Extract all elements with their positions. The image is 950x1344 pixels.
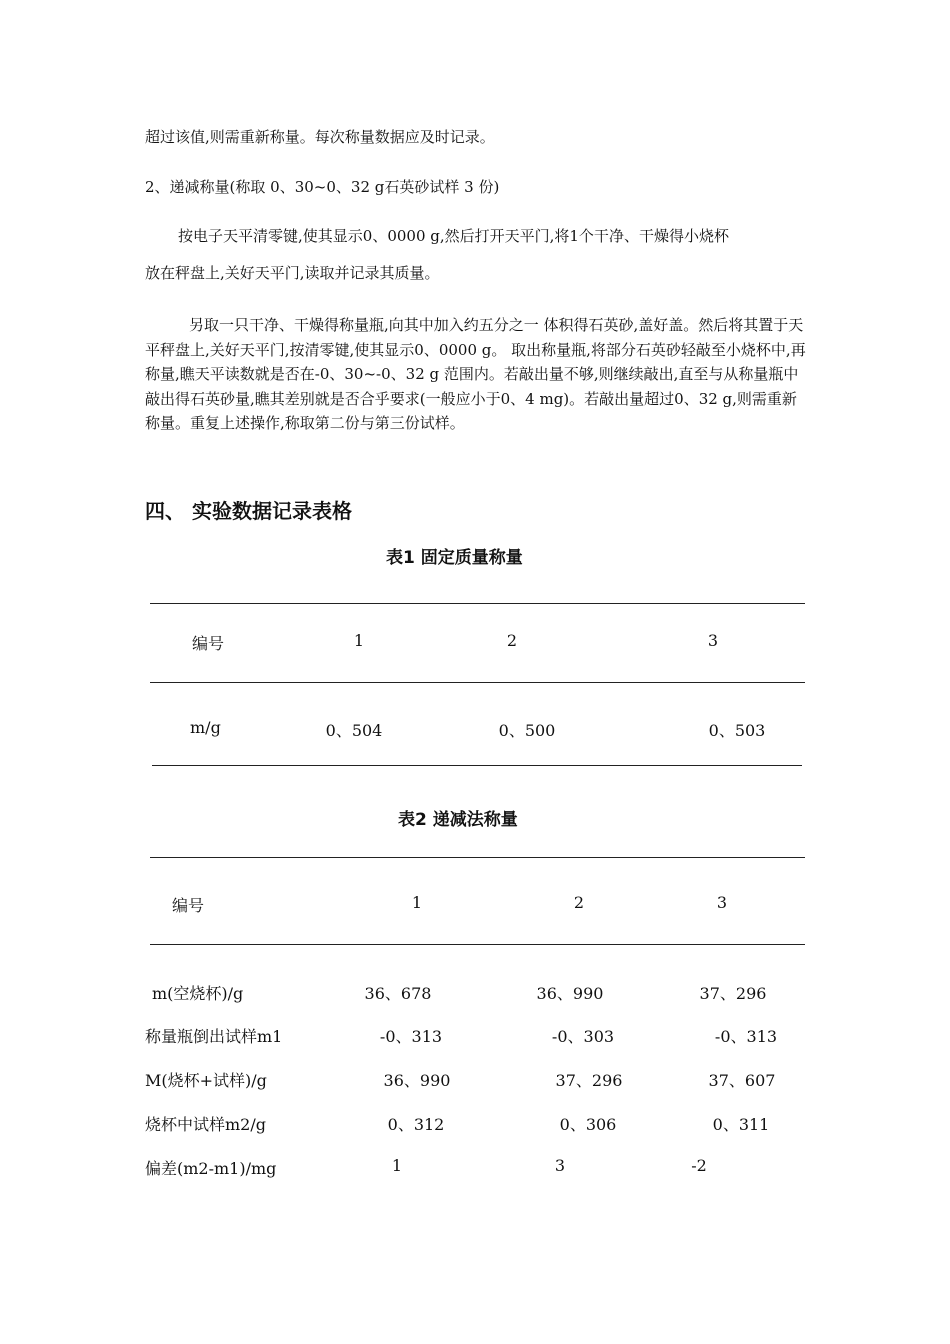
table2-row3-col1: 36、990 bbox=[383, 1071, 451, 1090]
paragraph-line-1: 按电子天平清零键,使其显示0、0000 g,然后打开天平门,将1个干净、干燥得小烧杯 bbox=[178, 227, 729, 245]
table1-header-col2: 2 bbox=[506, 631, 518, 650]
table2-row2-col3: -0、313 bbox=[714, 1027, 778, 1046]
table1-row-col1: 0、504 bbox=[325, 721, 383, 740]
table1-header-col3: 3 bbox=[707, 631, 719, 650]
table2-row2-col2: -0、303 bbox=[551, 1027, 615, 1046]
table2-row4-col3: 0、311 bbox=[712, 1115, 770, 1134]
table1-row-col3: 0、503 bbox=[708, 721, 766, 740]
table1-top-rule bbox=[150, 603, 805, 604]
procedure-paragraph: 另取一只干净、干燥得称量瓶,向其中加入约五分之一 体积得石英砂,盖好盖。然后将其置于天平秤盘上,关好天平门,按清零键,使其显示0、0000 g。 取出称量瓶,将部分石英砂轻敲至小烧杯中,再称量,瞧天平读数就是否在-0、30~-0、32 g 范围内。若敲出量不够,则继续敲出,直至与从称量瓶中敲出得石英砂量,瞧其差别就是否合乎要求(一般应小于0、4 mg)。若敲出量超过0、32 g,则需重新称量。重复上述操作,称取第二份与第三份试样。 bbox=[145, 316, 806, 432]
paragraph-continuation: 超过该值,则需重新称量。每次称量数据应及时记录。 bbox=[145, 128, 495, 146]
table2-mid-rule bbox=[150, 944, 805, 945]
table2-row1-col1: 36、678 bbox=[364, 984, 432, 1003]
paragraph-line-2: 放在秤盘上,关好天平门,读取并记录其质量。 bbox=[145, 264, 440, 282]
table1-header-label: 编号 bbox=[192, 634, 225, 653]
table1-row-col2: 0、500 bbox=[498, 721, 556, 740]
table1-mid-rule bbox=[150, 682, 805, 683]
table2-row3-label: M(烧杯+试样)/g bbox=[145, 1071, 267, 1090]
table2-row2-label: 称量瓶倒出试样m1 bbox=[145, 1027, 283, 1046]
table1-header-col1: 1 bbox=[353, 631, 365, 650]
table2-row1-col2: 36、990 bbox=[536, 984, 604, 1003]
table2-row3-col3: 37、607 bbox=[708, 1071, 776, 1090]
table2-row5-label: 偏差(m2-m1)/mg bbox=[145, 1159, 277, 1178]
table2-header-col3: 3 bbox=[716, 893, 728, 912]
table1-bottom-rule bbox=[152, 765, 802, 766]
table2-row2-col1: -0、313 bbox=[379, 1027, 443, 1046]
table2-row3-col2: 37、296 bbox=[555, 1071, 623, 1090]
table2-row4-col1: 0、312 bbox=[387, 1115, 445, 1134]
table2-caption: 表2 递减法称量 bbox=[398, 810, 518, 830]
table2-row5-col2: 3 bbox=[554, 1156, 566, 1175]
table2-row5-col1: 1 bbox=[391, 1156, 403, 1175]
table2-header-col2: 2 bbox=[573, 893, 585, 912]
table2-row4-col2: 0、306 bbox=[559, 1115, 617, 1134]
table2-header-col1: 1 bbox=[411, 893, 423, 912]
table1-row-label: m/g bbox=[190, 718, 221, 737]
section-heading: 四、 实验数据记录表格 bbox=[145, 499, 352, 523]
table2-row1-label: m(空烧杯)/g bbox=[152, 984, 244, 1003]
table2-header-label: 编号 bbox=[172, 896, 205, 915]
table1-caption: 表1 固定质量称量 bbox=[386, 548, 523, 568]
table2-row4-label: 烧杯中试样m2/g bbox=[145, 1115, 266, 1134]
table2-row1-col3: 37、296 bbox=[699, 984, 767, 1003]
subsection-title: 2、递减称量(称取 0、30~0、32 g石英砂试样 3 份) bbox=[145, 178, 500, 196]
table2-row5-col3: -2 bbox=[691, 1156, 707, 1175]
table2-top-rule bbox=[150, 857, 805, 858]
